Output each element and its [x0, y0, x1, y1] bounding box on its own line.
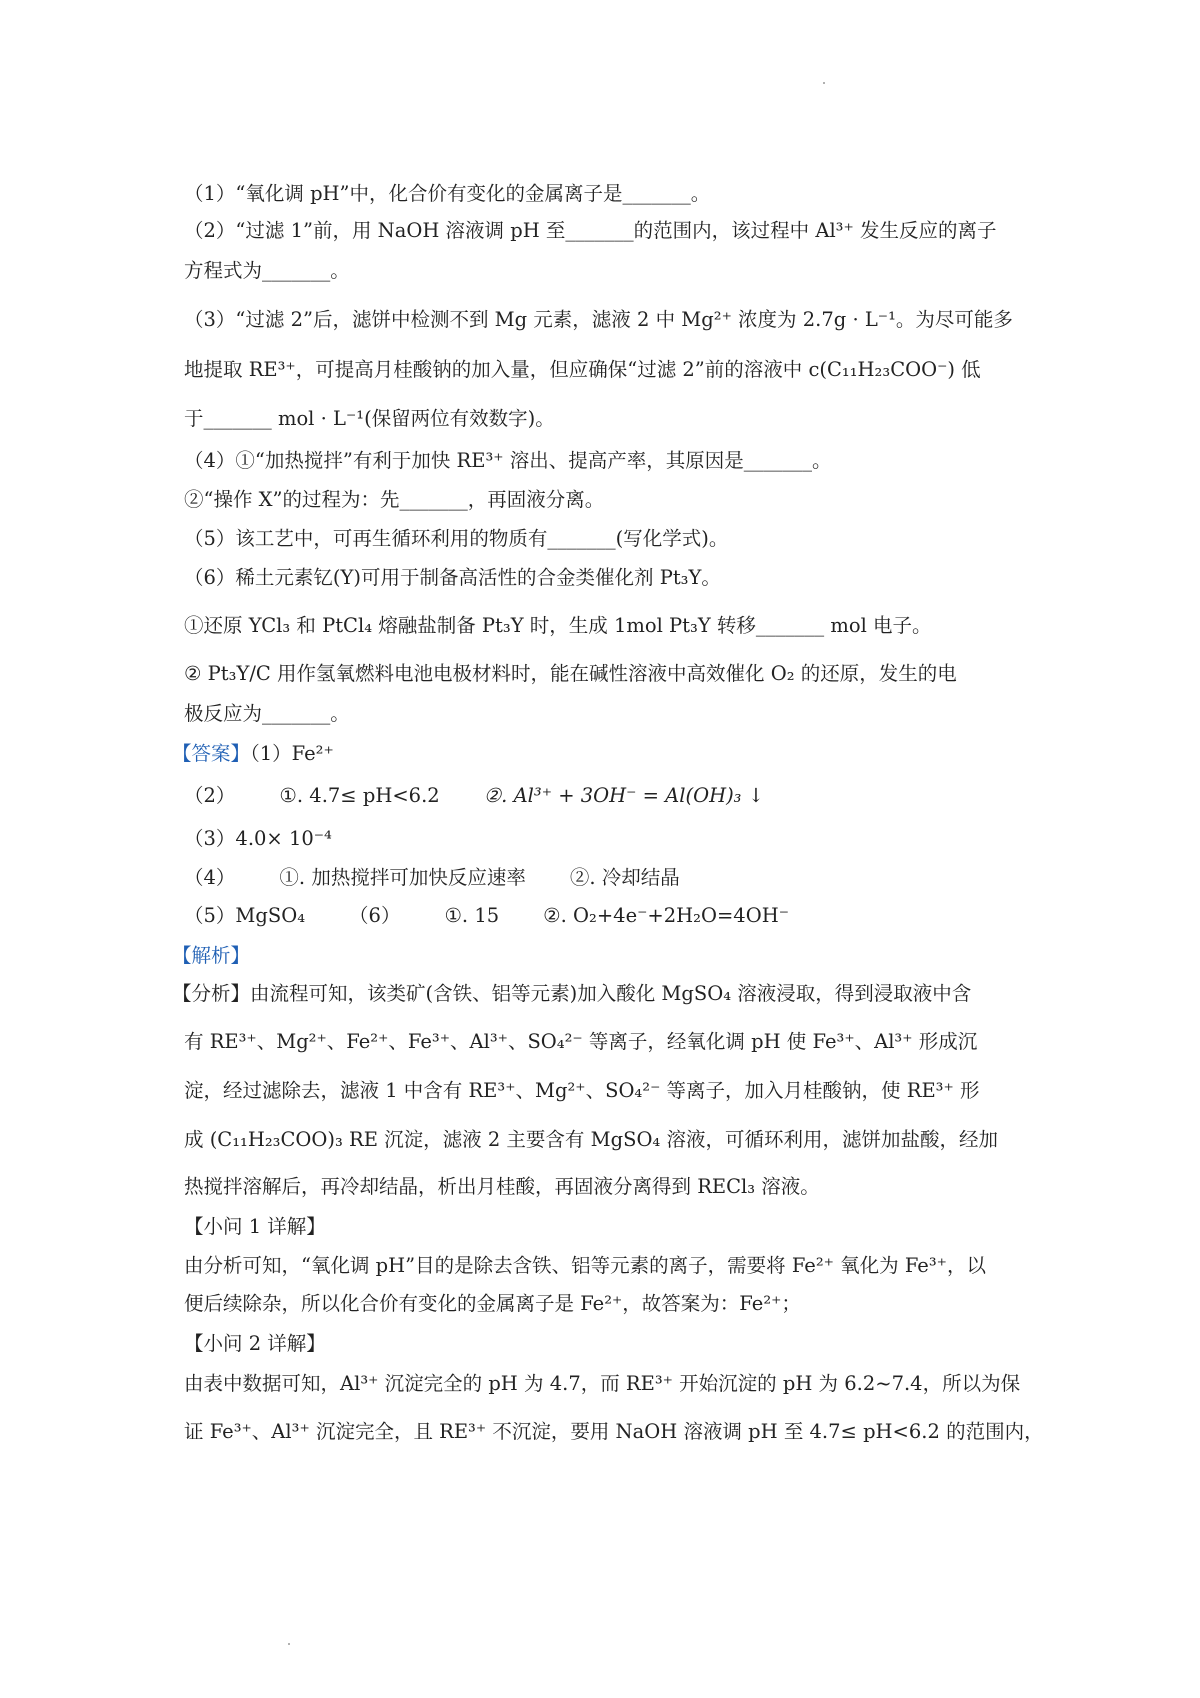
answer-4-part-2: ②. 冷却结晶 [569, 866, 680, 889]
scan-speck [288, 1643, 290, 1645]
question-1: （1）“氧化调 pH”中，化合价有变化的金属离子是_______。 [184, 182, 711, 205]
scan-speck [823, 82, 825, 84]
analysis-para-4: 成 (C₁₁H₂₃COO)₃ RE 沉淀，滤液 2 主要含有 MgSO₄ 溶液，可循环利用，滤饼加盐酸，经加 [184, 1128, 998, 1151]
answer-2-part-1: ①. 4.7≤ pH<6.2 [279, 784, 440, 807]
answer-tag: 【答案】 [172, 742, 251, 765]
question-5: （5）该工艺中，可再生循环利用的物质有_______(写化学式)。 [184, 527, 729, 550]
question-2-line-2: 方程式为_______。 [184, 259, 350, 282]
answer-4-number: （4） [184, 866, 236, 889]
question-4-line-2: ②“操作 X”的过程为：先_______，再固液分离。 [184, 488, 605, 511]
answer-3: （3）4.0× 10⁻⁴ [184, 827, 332, 850]
question-4-line-1: （4）①“加热搅拌”有利于加快 RE³⁺ 溶出、提高产率，其原因是_______。 [184, 449, 832, 472]
sub-question-1-line-1: 由分析可知，“氧化调 pH”目的是除去含铁、铝等元素的离子，需要将 Fe²⁺ 氧化为 Fe³⁺，以 [184, 1254, 986, 1277]
answer-line-1 [172, 742, 334, 766]
answer-line-4 [184, 866, 680, 890]
question-6-part-2-line-2: 极反应为_______。 [184, 702, 350, 725]
question-6: （6）稀土元素钇(Y)可用于制备高活性的合金类催化剂 Pt₃Y。 [184, 566, 721, 589]
answer-1: （1）Fe²⁺ [250, 742, 334, 765]
analysis-para-1: 【分析】由流程可知，该类矿(含铁、铝等元素)加入酸化 MgSO₄ 溶液浸取，得到浸取液中含 [172, 982, 972, 1005]
analysis-para-5: 热搅拌溶解后，再冷却结晶，析出月桂酸，再固液分离得到 RECl₃ 溶液。 [184, 1175, 820, 1198]
sub-question-1-title: 【小问 1 详解】 [184, 1215, 326, 1238]
question-3-line-2: 地提取 RE³⁺，可提高月桂酸钠的加入量，但应确保“过滤 2”前的溶液中 c(C₁₁H₂₃COO⁻) 低 [184, 358, 981, 381]
question-2-line-1: （2）“过滤 1”前，用 NaOH 溶液调 pH 至_______的范围内，该过程中 Al³⁺ 发生反应的离子 [184, 219, 997, 242]
answer-4-part-1: ①. 加热搅拌可加快反应速率 [279, 866, 526, 889]
sub-question-2-title: 【小问 2 详解】 [184, 1332, 326, 1355]
answer-6-part-1: ①. 15 [444, 904, 500, 927]
answer-2-number: （2） [184, 784, 236, 807]
answer-5: （5）MgSO₄ [184, 904, 306, 927]
analysis-para-3: 淀，经过滤除去，滤液 1 中含有 RE³⁺、Mg²⁺、SO₄²⁻ 等离子，加入月桂酸钠，使 RE³⁺ 形 [184, 1079, 980, 1102]
analysis-para-2: 有 RE³⁺、Mg²⁺、Fe²⁺、Fe³⁺、Al³⁺、SO₄²⁻ 等离子，经氧化调 pH 使 Fe³⁺、Al³⁺ 形成沉 [184, 1030, 978, 1053]
answer-line-5 [184, 904, 789, 928]
question-3-line-3: 于_______ mol · L⁻¹(保留两位有效数字)。 [184, 407, 555, 430]
answer-2-part-2: ②. Al³⁺ + 3OH⁻ = Al(OH)₃ ↓ [483, 784, 765, 807]
answer-line-2 [184, 784, 764, 808]
sub-question-2-line-2: 证 Fe³⁺、Al³⁺ 沉淀完全，且 RE³⁺ 不沉淀，要用 NaOH 溶液调 pH 至 4.7≤ pH<6.2 的范围内， [184, 1420, 1044, 1443]
sub-question-1-line-2: 便后续除杂，所以化合价有变化的金属离子是 Fe²⁺，故答案为：Fe²⁺； [184, 1292, 801, 1315]
question-6-part-2-line-1: ② Pt₃Y/C 用作氢氧燃料电池电极材料时，能在碱性溶液中高效催化 O₂ 的还原，发生的电 [184, 662, 957, 685]
analysis-tag: 【解析】 [172, 944, 251, 967]
answer-6-part-2: ②. O₂+4e⁻+2H₂O=4OH⁻ [543, 904, 790, 927]
answer-6-number: （6） [349, 904, 401, 927]
sub-question-2-line-1: 由表中数据可知，Al³⁺ 沉淀完全的 pH 为 4.7，而 RE³⁺ 开始沉淀的 pH 为 6.2~7.4，所以为保 [184, 1372, 1021, 1395]
question-3-line-1: （3）“过滤 2”后，滤饼中检测不到 Mg 元素，滤液 2 中 Mg²⁺ 浓度为 2.7g · L⁻¹。为尽可能多 [184, 308, 1013, 331]
question-6-part-1: ①还原 YCl₃ 和 PtCl₄ 熔融盐制备 Pt₃Y 时，生成 1mol Pt₃Y 转移_______ mol 电子。 [184, 614, 932, 637]
